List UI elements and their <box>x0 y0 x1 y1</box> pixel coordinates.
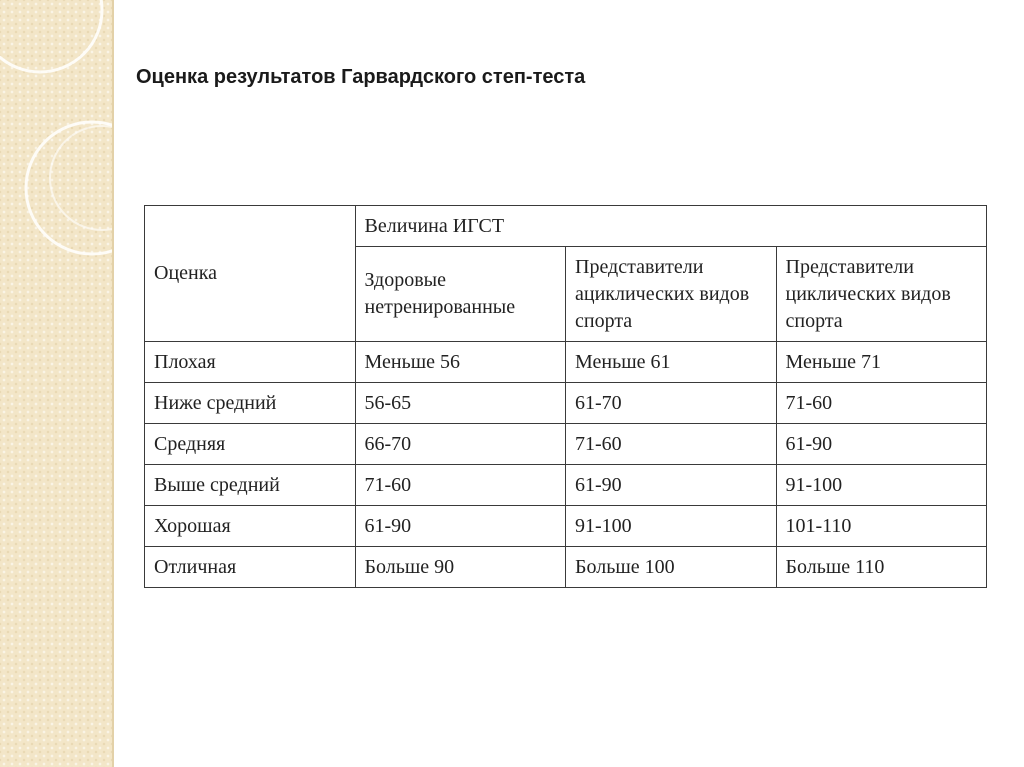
value-cell: Больше 90 <box>355 547 566 588</box>
value-cell: 56-65 <box>355 383 566 424</box>
grade-cell: Средняя <box>145 424 356 465</box>
grade-cell: Плохая <box>145 342 356 383</box>
value-cell: Больше 110 <box>776 547 987 588</box>
value-cell: Меньше 71 <box>776 342 987 383</box>
value-cell: Меньше 56 <box>355 342 566 383</box>
value-cell: 71-60 <box>776 383 987 424</box>
grade-cell: Выше средний <box>145 465 356 506</box>
column-header-untrained: Здоровые нетренированные <box>355 247 566 342</box>
value-cell: 66-70 <box>355 424 566 465</box>
row-header-grade: Оценка <box>145 206 356 342</box>
table-row <box>145 342 987 383</box>
value-cell: 101-110 <box>776 506 987 547</box>
group-header-igst: Величина ИГСТ <box>355 206 987 247</box>
value-cell: 71-60 <box>566 424 777 465</box>
table-row <box>145 547 987 588</box>
value-cell: 91-100 <box>776 465 987 506</box>
decorative-circles <box>0 0 112 767</box>
table-row <box>145 465 987 506</box>
table-row <box>145 506 987 547</box>
value-cell: 61-70 <box>566 383 777 424</box>
value-cell: 61-90 <box>566 465 777 506</box>
table-row <box>145 383 987 424</box>
column-header-acyclic: Представители ациклических видов спорта <box>566 247 777 342</box>
slide-title: Оценка результатов Гарвардского степ-теста <box>136 66 586 88</box>
value-cell: Меньше 61 <box>566 342 777 383</box>
grade-cell: Отличная <box>145 547 356 588</box>
value-cell: 71-60 <box>355 465 566 506</box>
harvard-step-test-table <box>144 205 987 588</box>
value-cell: 61-90 <box>776 424 987 465</box>
value-cell: Больше 100 <box>566 547 777 588</box>
value-cell: 91-100 <box>566 506 777 547</box>
table-row <box>145 424 987 465</box>
side-band-edge <box>112 0 114 767</box>
grade-cell: Ниже средний <box>145 383 356 424</box>
value-cell: 61-90 <box>355 506 566 547</box>
column-header-cyclic: Представители циклических видов спорта <box>776 247 987 342</box>
table-header-row <box>145 206 987 247</box>
grade-cell: Хорошая <box>145 506 356 547</box>
